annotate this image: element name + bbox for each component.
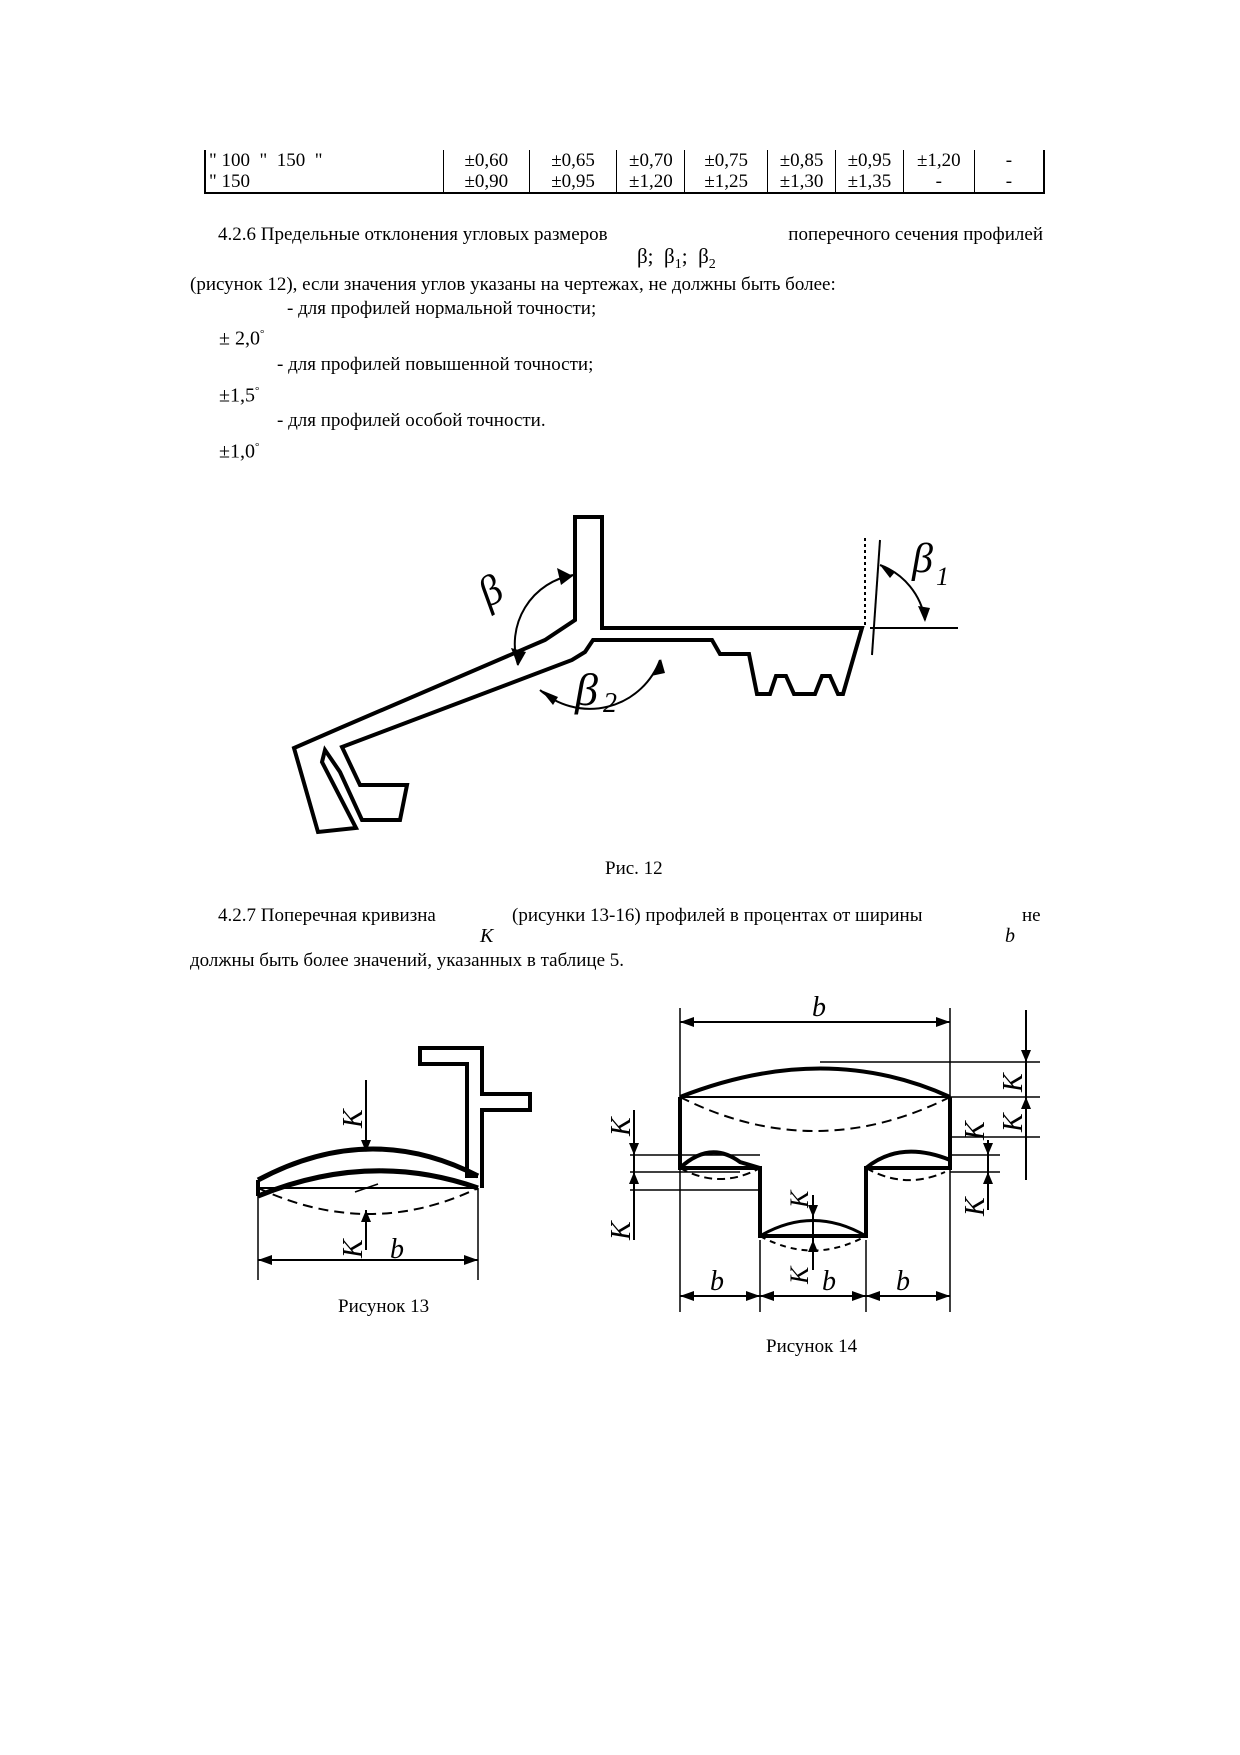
table-cell: ±1,35 xyxy=(836,171,904,193)
fig14-label-k-4: K xyxy=(960,1197,991,1216)
fig14-label-k-3: K xyxy=(960,1121,991,1140)
fig14-label-k-5: K xyxy=(606,1117,637,1136)
fig14-label-b-top: b xyxy=(812,992,826,1023)
table-cell: - xyxy=(974,171,1044,193)
fig12-caption: Рис. 12 xyxy=(605,858,663,879)
table-cell: ±1,20 xyxy=(903,150,974,171)
item-normal-text: - для профилей нормальной точности; xyxy=(287,298,597,319)
fig13-caption: Рисунок 13 xyxy=(338,1296,430,1317)
table-cell: ±1,20 xyxy=(617,171,685,193)
s426-line2: (рисунок 12), если значения углов указаны на чертежах, не должны быть более: xyxy=(190,274,836,295)
fig14-label-b-mid: b xyxy=(822,1266,836,1297)
fig13-label-k-top: K xyxy=(338,1109,369,1128)
fig12-label-beta1-sub: 1 xyxy=(936,562,949,591)
var-b: b xyxy=(1005,925,1015,947)
table-cell: ±1,30 xyxy=(768,171,836,193)
table-cell: ±0,95 xyxy=(529,171,617,193)
beta2-sub: 2 xyxy=(708,257,716,273)
beta1: β xyxy=(664,244,675,268)
table-cell: " 150 xyxy=(205,171,443,193)
fig14-label-k-8: K xyxy=(785,1266,814,1284)
table-cell: ±0,65 xyxy=(529,150,617,171)
s427-lead: 4.2.7 Поперечная кривизна xyxy=(218,905,436,926)
item-high-text: - для профилей повышенной точности; xyxy=(277,354,594,375)
fig12-label-beta2: β xyxy=(575,664,598,715)
fig12-label-beta: β xyxy=(470,566,512,617)
item-high-value: ±1,5° xyxy=(219,384,260,407)
fig14-label-k-1: K xyxy=(998,1073,1029,1092)
table-cell: ±0,85 xyxy=(768,150,836,171)
s426-tail: поперечного сечения профилей xyxy=(788,224,1043,245)
table-cell: - xyxy=(903,171,974,193)
table-cell: ±0,90 xyxy=(443,171,529,193)
fig12-label-beta1: β xyxy=(912,536,933,582)
item-special-text: - для профилей особой точности. xyxy=(277,410,546,431)
table-cell: ±0,95 xyxy=(836,150,904,171)
fig14-label-b-left: b xyxy=(710,1266,724,1297)
table-cell: ±0,70 xyxy=(617,150,685,171)
beta1-sub: 1 xyxy=(674,257,682,273)
s427-line2: должны быть более значений, указанных в таблице 5. xyxy=(190,950,625,971)
table-cell: ±1,25 xyxy=(685,171,768,193)
fig13-label-k-bottom: K xyxy=(338,1239,369,1258)
var-k: K xyxy=(480,925,494,947)
fig14-label-k-2: K xyxy=(998,1113,1029,1132)
fig14-caption: Рисунок 14 xyxy=(766,1336,858,1357)
s427-end: не xyxy=(1022,905,1041,926)
fig12-label-beta2-sub: 2 xyxy=(603,688,617,719)
s426-lead: 4.2.6 Предельные отклонения угловых размеров xyxy=(218,224,608,245)
table-cell: ±0,60 xyxy=(443,150,529,171)
fig14-label-k-7: K xyxy=(785,1190,814,1208)
item-special-value: ±1,0° xyxy=(219,440,260,463)
beta: β; xyxy=(637,244,654,268)
fig14-label-k-6: K xyxy=(606,1221,637,1240)
table-cell: ±0,75 xyxy=(685,150,768,171)
beta2: β xyxy=(698,244,709,268)
s427-middle: (рисунки 13-16) профилей в процентах от ширины xyxy=(512,905,923,926)
fig13-label-b: b xyxy=(390,1234,404,1265)
table-cell: - xyxy=(974,150,1044,171)
table-cell: " 100 " 150 " xyxy=(205,150,443,171)
beta1-sep: ; xyxy=(681,244,688,268)
fig14-label-b-right: b xyxy=(896,1266,910,1297)
item-normal-value: ± 2,0° xyxy=(219,327,265,350)
